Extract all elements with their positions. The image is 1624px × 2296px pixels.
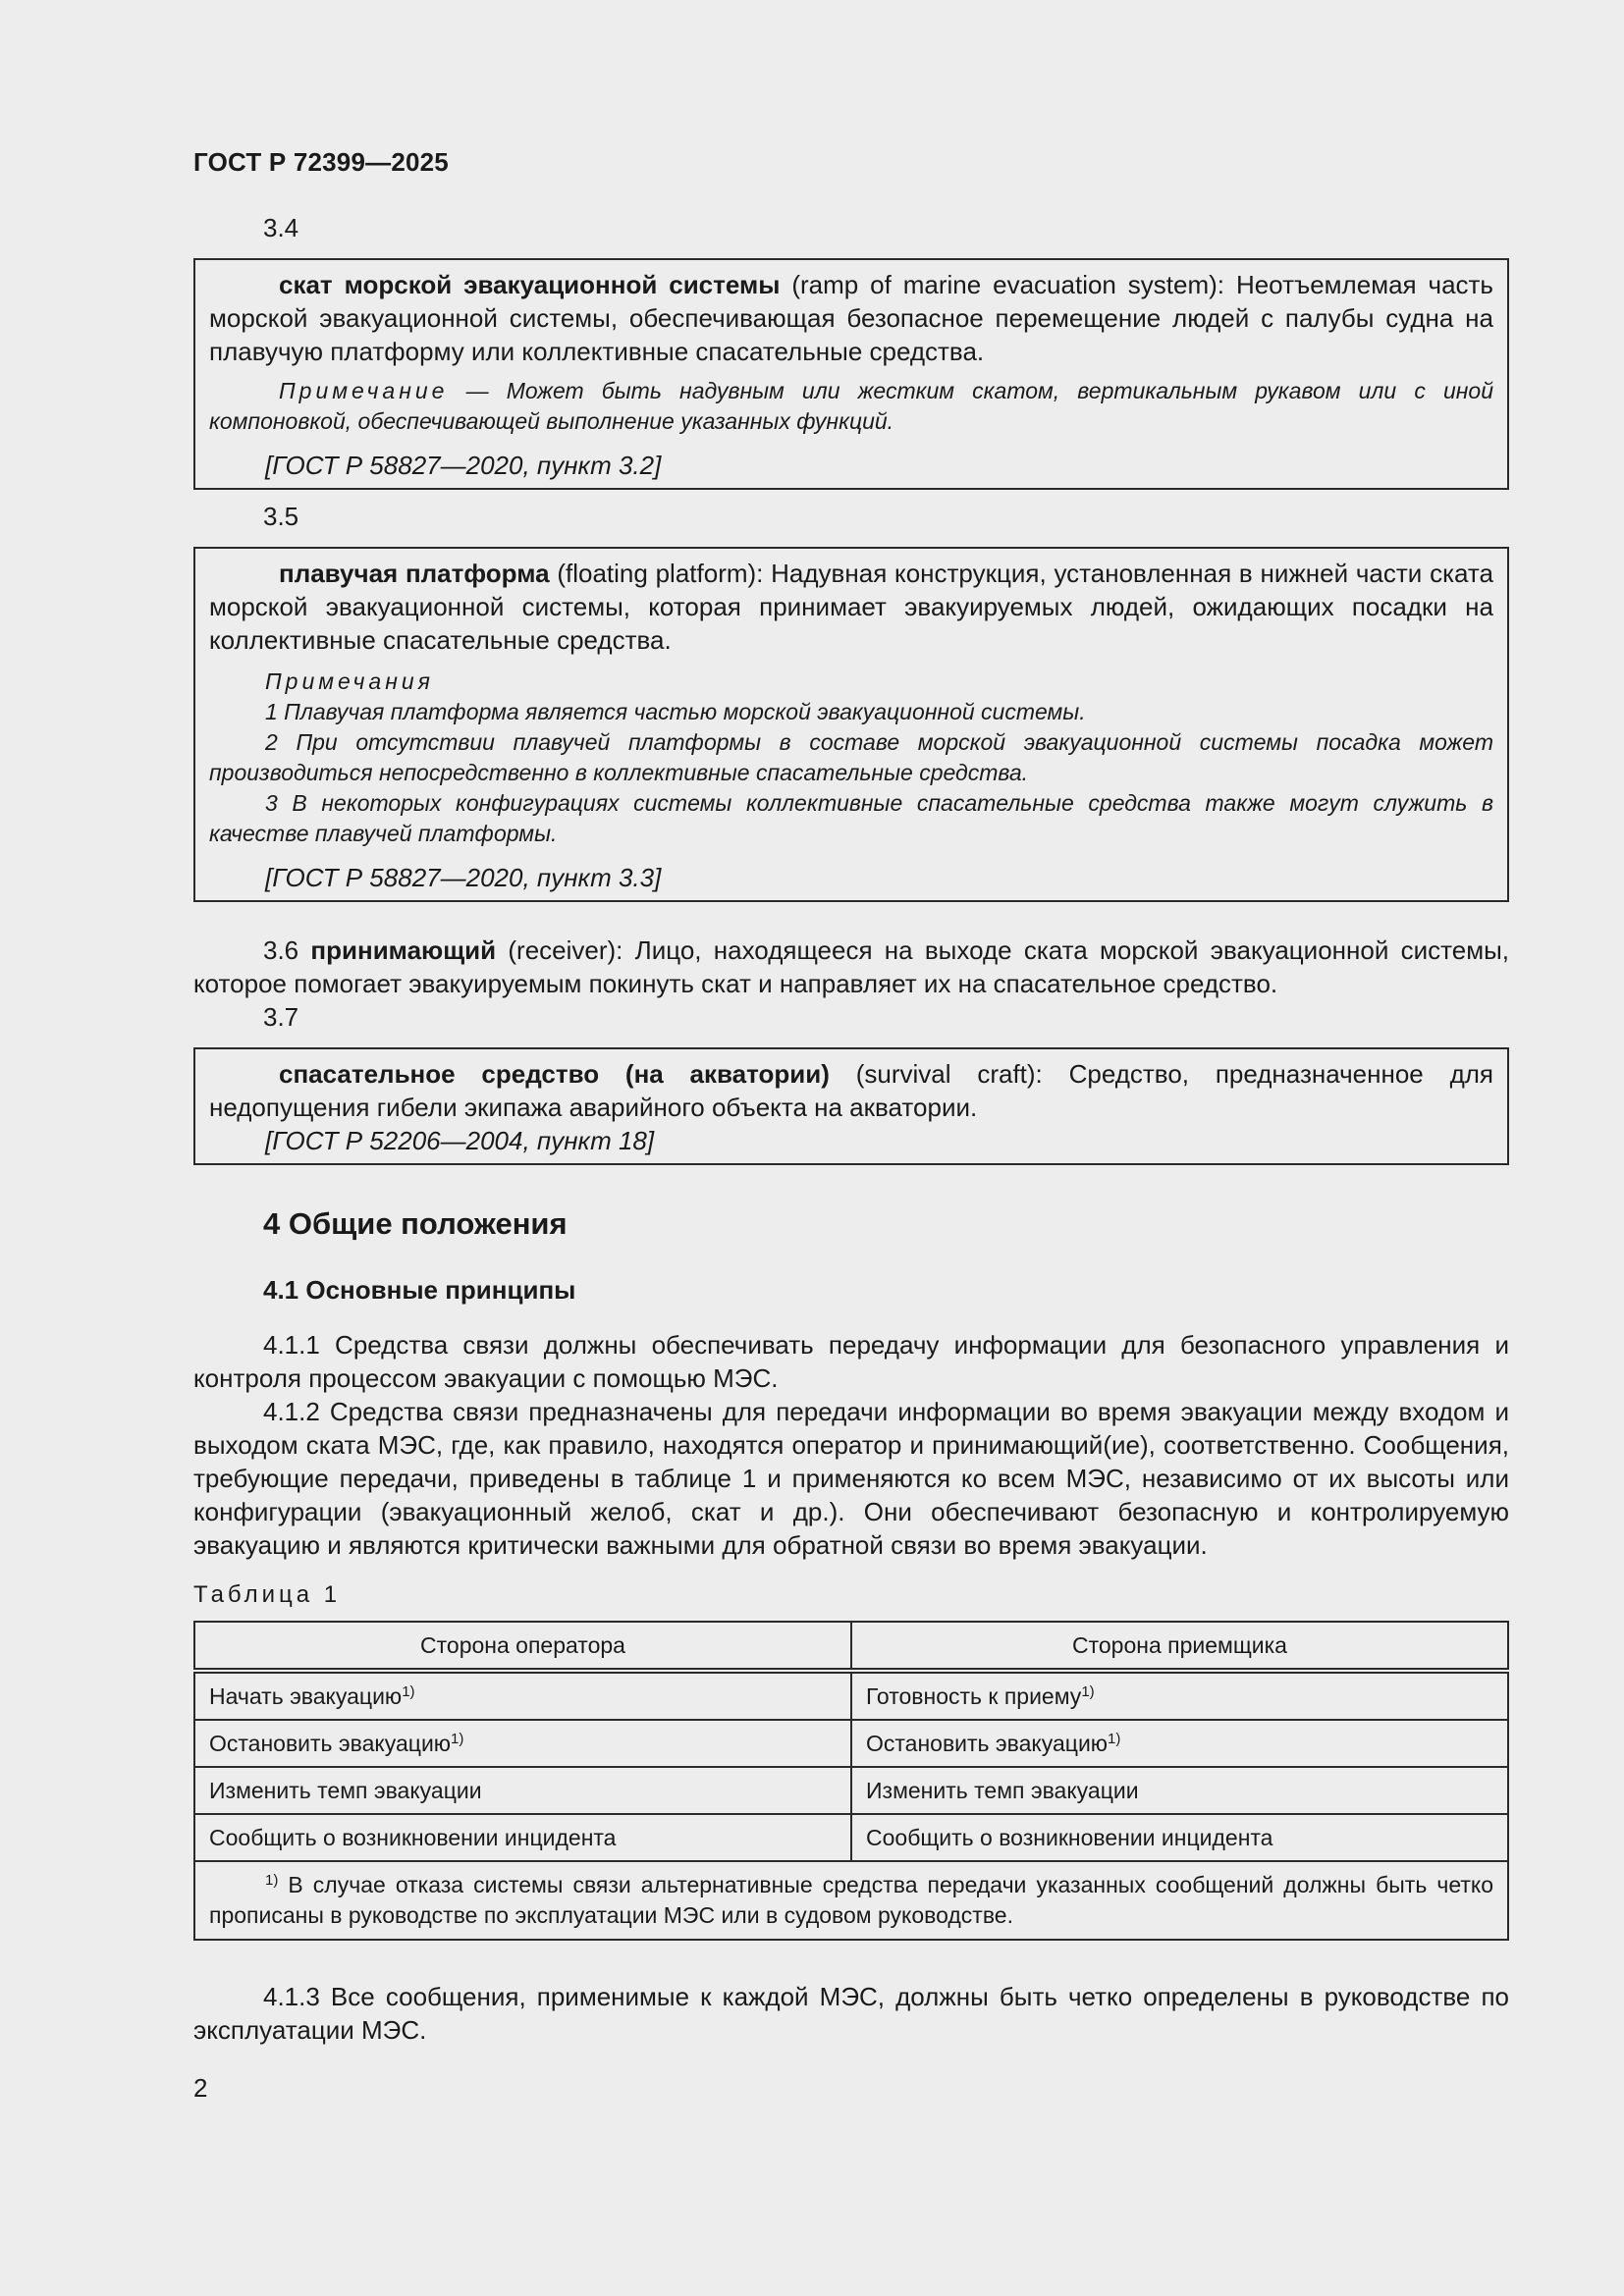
table-cell: Изменить темп эвакуации — [851, 1767, 1508, 1814]
term-name: скат морской эвакуационной системы — [279, 270, 781, 299]
table-cell: Изменить темп эвакуации — [194, 1767, 851, 1814]
footnote-marker: 1) — [265, 1872, 279, 1889]
table-footnote: $^{1)}$ В случае отказа системы связи альтернативные средства передачи указанных сообщений должны быть четко прописаны в руководстве по эксплуатации МЭС или в судовом руководстве. — [194, 1861, 1508, 1940]
table-footnote-row — [194, 1861, 1508, 1940]
footnote-marker: 1) — [451, 1730, 464, 1747]
term-name: принимающий — [310, 935, 497, 965]
term-notes — [209, 667, 1493, 849]
table-cell: Готовность к приему$^{1)}$ — [851, 1671, 1508, 1720]
table-cell: Сообщить о возникновении инцидента — [851, 1814, 1508, 1861]
footnote-marker: 1) — [402, 1682, 415, 1700]
note-item: 1 Плавучая платформа является частью морской эвакуационной системы. — [265, 699, 1086, 724]
table-row — [194, 1720, 1508, 1767]
column-header: Сторона оператора — [194, 1622, 851, 1671]
term-reference: [ГОСТ Р 52206—2004, пункт 18] — [265, 1126, 655, 1155]
note-item: 2 При отсутствии плавучей платформы в составе морской эвакуационной системы посадка может производиться непосредственно в коллективные спасательные средства. — [209, 729, 1493, 785]
table-title: Таблица 1 — [193, 1581, 342, 1608]
term-reference: [ГОСТ Р 58827—2020, пункт 3.2] — [265, 451, 662, 480]
page-content — [193, 147, 1509, 2047]
term-name: спасательное средство (на акватории) — [279, 1059, 830, 1089]
term-box-3-4 — [193, 258, 1509, 490]
paragraph-4-1-1: 4.1.1 Средства связи должны обеспечивать передачу информации для безопасного управления и контроля процессом эвакуации с помощью МЭС. — [193, 1330, 1510, 1393]
column-header: Сторона приемщика — [851, 1622, 1508, 1671]
table-cell: Сообщить о возникновении инцидента — [194, 1814, 851, 1861]
term-name: плавучая платформа — [279, 559, 550, 588]
term-reference: [ГОСТ Р 58827—2020, пункт 3.3] — [265, 863, 662, 892]
note-item: 3 В некоторых конфигурациях системы коллективные спасательные средства также могут служить в качестве плавучей платформы. — [209, 790, 1493, 846]
term-number: 3.5 — [263, 502, 299, 531]
table-cell: Начать эвакуацию$^{1)}$ — [194, 1671, 851, 1720]
term-note — [209, 376, 1493, 437]
table-row — [194, 1671, 1508, 1720]
table-row — [194, 1814, 1508, 1861]
paragraph-4-1-3: 4.1.3 Все сообщения, применимые к каждой МЭС, должны быть четко определены в руководстве по эксплуатации МЭС. — [193, 1982, 1509, 2045]
term-definition: плавучая платформа (floating platform): Надувная конструкция, установленная в нижней части ската морской эвакуационной системы, которая принимает эвакуируемых людей, ожидающих посадки на коллективные спасательные средства. — [209, 559, 1493, 655]
messages-table — [193, 1621, 1509, 1941]
term-3-6-paragraph: 3.6 принимающий (receiver): Лицо, находящееся на выходе ската морской эвакуационной системы, которое помогает эвакуируемым покинуть скат и направляет их на спасательное средство. — [193, 935, 1509, 998]
section-heading: 4 Общие положения — [263, 1206, 568, 1241]
subsection-heading: 4.1 Основные принципы — [263, 1275, 576, 1305]
term-number: 3.4 — [263, 213, 299, 242]
term-box-3-7 — [193, 1047, 1509, 1165]
table-header-row — [194, 1622, 1508, 1671]
note-text: — Может быть надувным или жестким скатом, вертикальным рукавом или с иной компоновкой, обеспечивающей выполнение указанных функций. — [209, 378, 1493, 434]
table-cell: Остановить эвакуацию$^{1)}$ — [194, 1720, 851, 1767]
footnote-marker: 1) — [1108, 1730, 1121, 1747]
document-header: ГОСТ Р 72399—2025 — [193, 147, 449, 177]
term-definition: спасательное средство (на акватории) (survival craft): Средство, предназначенное для недопущения гибели экипажа аварийного объекта на акватории. — [209, 1059, 1493, 1122]
table-cell: Остановить эвакуацию$^{1)}$ — [851, 1720, 1508, 1767]
term-number: 3.6 — [263, 935, 299, 965]
notes-label: Примечания — [265, 668, 434, 694]
table-row — [194, 1767, 1508, 1814]
note-label: Примечание — [279, 378, 449, 403]
term-definition: скат морской эвакуационной системы (ramp of marine evacuation system): Неотъемлемая часть морской эвакуационной системы, обеспечивающая безопасное перемещение людей с палубы судна на плавучую платформу или коллективные спасательные средства. — [209, 270, 1493, 366]
page-number: 2 — [193, 2073, 208, 2103]
term-box-3-5 — [193, 547, 1509, 902]
footnote-marker: 1) — [1081, 1682, 1095, 1700]
term-number: 3.7 — [263, 1002, 299, 1032]
paragraph-4-1-2: 4.1.2 Средства связи предназначены для передачи информации во время эвакуации между входом и выходом ската МЭС, где, как правило, находятся оператор и принимающий(ие), соответственно. Сообщения, требующие передачи, приведены в таблице 1 и применяются ко всем МЭС, независимо от их высоты или конфигурации (эвакуационный желоб, скат и др.). Они обеспечивают безопасную и контролируемую эвакуацию и являются критически важными для обратной связи во время эвакуации. — [193, 1397, 1509, 1560]
